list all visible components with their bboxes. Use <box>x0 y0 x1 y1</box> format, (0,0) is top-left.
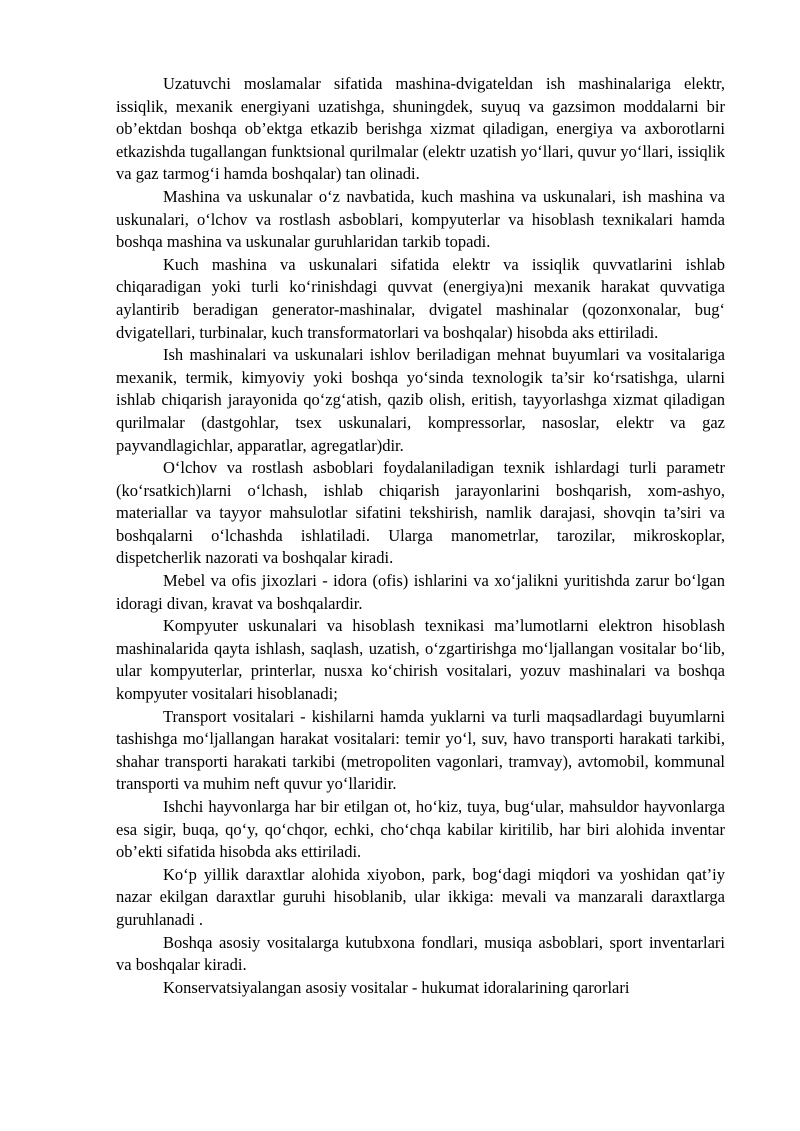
paragraph-perennial-trees: Ko‘p yillik daraxtlar alohida xiyobon, park, bog‘dagi miqdori va yoshidan qat’iy nazar ekilgan daraxtlar guruhi hisoblanib, ular ikkiga: mevali va manzarali daraxtlarga guruhlanadi . <box>116 864 725 929</box>
paragraph-office-furniture: Mebel va ofis jixozlari - idora (ofis) ishlarini va xo‘jalikni yuritishda zarur bo‘lgan idoragi divan, kravat va boshqalardir. <box>116 571 725 613</box>
paragraph-other-assets: Boshqa asosiy vositalarga kutubxona fondlari, musiqa asboblari, sport inventarlari va boshqalar kiradi. <box>116 932 725 975</box>
paragraph-machines-equipment: Mashina va uskunalar o‘z navbatida, kuch mashina va uskunalari, ish mashina va uskunalari, o‘lchov va rostlash asboblari, kompyuterlar va hisoblash texnikalari hamda boshqa mashina va uskunalar guruhlaridan tarkib topadi. <box>116 186 725 252</box>
paragraph-working-machines: Ish mashinalari va uskunalari ishlov beriladigan mehnat buyumlari va vositalariga mexanik, termik, kimyoviy yoki boshqa yo‘sinda texnologik ta’sir ko‘rsatishga, ularni ishlab chiqarish jarayonida qo‘zg‘atish, qazib olish, eritish, tayyorlashga xizmat qiladigan qurilmalar (dastgohlar, tsex uskunalari, kompressorlar, nasoslar, elektr va gaz payvandlagichlar, apparatlar, agregatlar)dir. <box>116 345 725 455</box>
document-page <box>116 73 725 999</box>
paragraph-computer-equipment: Kompyuter uskunalari va hisoblash texnikasi ma’lumotlarni elektron hisoblash mashinalarida qayta ishlash, saqlash, uzatish, o‘zgartirishga mo‘ljallangan vositalar bo‘lib, ular kompyuterlar, printerlar, nusxa ko‘chirish vositalari, yozuv mashinalari va boshqa kompyuter vositalari hisoblanadi; <box>116 616 725 704</box>
paragraph-conserved-assets: Konservatsiyalangan asosiy vositalar - hukumat idoralarining qarorlari <box>163 977 630 997</box>
paragraph-transmission-devices: Uzatuvchi moslamalar sifatida mashina-dvigateldan ish mashinalariga elektr, issiqlik, mexanik energiyani uzatishga, shuningdek, suyuq va gazsimon moddalarni bir ob’ektdan boshqa ob’ektga etkazib berishga xizmat qiladigan, energiya va axborotlarni etkazishda tugallangan funktsional qurilmalar (elektr uzatish yo‘llari, quvur yo‘llari, issiqlik va gaz tarmog‘i hamda boshqalar) tan olinadi. <box>116 74 725 184</box>
paragraph-working-animals: Ishchi hayvonlarga har bir etilgan ot, ho‘kiz, tuya, bug‘ular, mahsuldor hayvonlarga esa sigir, buqa, qo‘y, qo‘chqor, echki, cho‘chqa kabilar kiritilib, har biri alohida inventar ob’ekti sifatida hisobda aks ettiriladi. <box>116 797 725 862</box>
paragraph-power-machines: Kuch mashina va uskunalari sifatida elektr va issiqlik quvvatlarini ishlab chiqaradigan yoki turli ko‘rinishdagi quvvat (energiya)ni mexanik harakat quvvatiga aylantirib beradigan generator-mashinalar, dvigatel mashinalar (qozonxonalar, bug‘ dvigatellari, turbinalar, kuch transformatorlari va boshqalar) hisobda aks ettiriladi. <box>116 254 725 342</box>
paragraph-transport-vehicles: Transport vositalari - kishilarni hamda yuklarni va turli maqsadlardagi buyumlarni tashishga mo‘ljallangan harakat vositalari: temir yo‘l, suv, havo transporti harakati tarkibi, shahar transporti harakati tarkibi (metropoliten vagonlari, tramvay), avtomobil, kommunal transporti va muhim neft quvur yo‘llaridir. <box>116 706 725 794</box>
paragraph-measuring-instruments: O‘lchov va rostlash asboblari foydalaniladigan texnik ishlardagi turli parametr (ko‘rsatkich)larni o‘lchash, ishlab chiqarish jarayonlarini boshqarish, xom-ashyo, materiallar va tayyor mahsulotlar sifatini tekshirish, namlik darajasi, shovqin ta’siri va boshqalarni o‘lchashda ishlatiladi. Ularga manometrlar, tarozilar, mikroskoplar, dispetcherlik nazorati va boshqalar kiradi. <box>116 458 725 568</box>
